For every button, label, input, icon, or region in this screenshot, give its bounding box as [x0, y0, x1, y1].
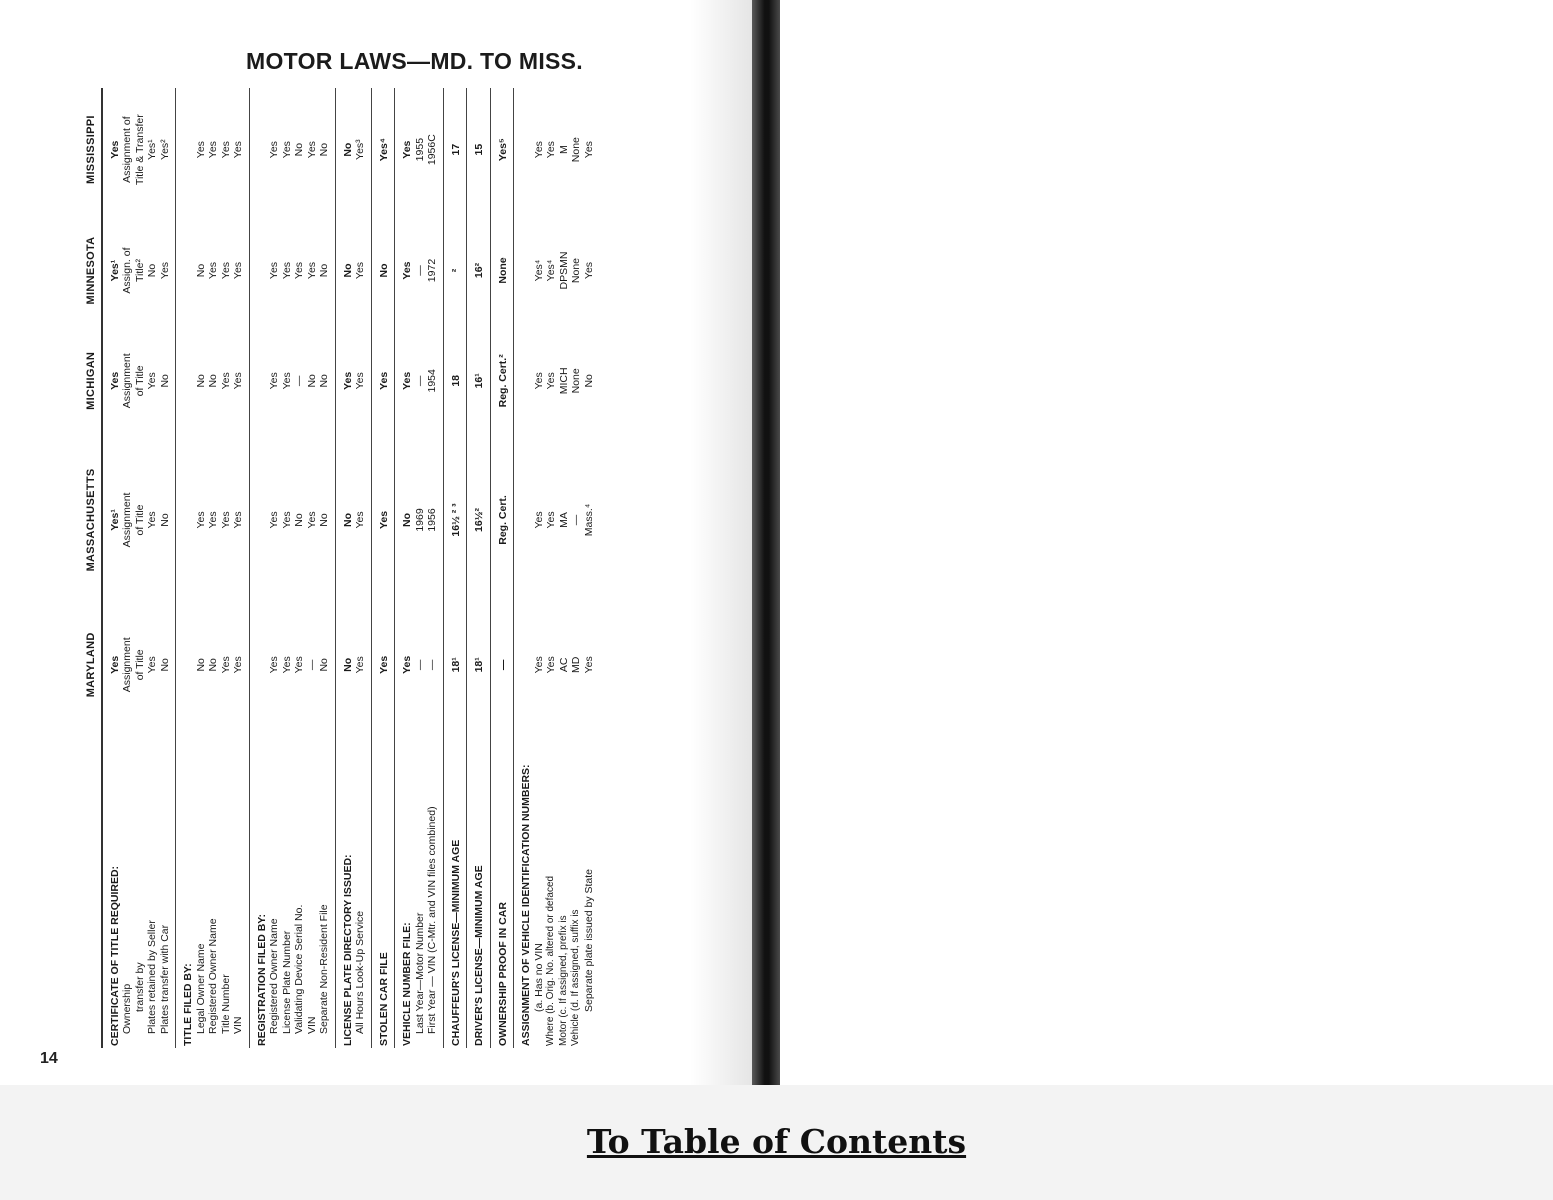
table-cell: No [159, 432, 176, 608]
column-header: MICHIGAN [82, 330, 102, 432]
table-cell: Yes [108, 140, 121, 159]
row-label: LICENSE PLATE DIRECTORY ISSUED: [341, 854, 354, 1046]
table-cell: Assignment of [121, 116, 133, 183]
table-row [176, 88, 195, 1048]
table-cell: No [582, 374, 595, 388]
table-row [371, 88, 395, 1048]
row-label: (a. Has no VIN [532, 943, 545, 1012]
table-cell: Yes [401, 261, 413, 280]
table-cell: None [490, 211, 514, 329]
table-cell: Yes [545, 511, 557, 529]
table-row [281, 88, 294, 1048]
table-cell: of Title [133, 649, 146, 681]
table-cell: Yes [401, 655, 413, 674]
table-cell: Assign. of [121, 247, 133, 294]
table-cell: Yes [280, 141, 293, 159]
table-cell: of Title [133, 504, 146, 536]
table-cell: Yes [371, 608, 395, 722]
table-cell: DPSMN [557, 251, 570, 290]
table-cell: Yes [545, 141, 557, 159]
row-label: ASSIGNMENT OF VEHICLE IDENTIFICATION NUMBERS: [520, 764, 532, 1046]
table-cell: Yes [219, 141, 232, 159]
row-label: TITLE FILED BY: [182, 963, 194, 1046]
table-cell: Yes [146, 372, 158, 390]
row-label: Separate Non-Resident File [318, 722, 335, 1048]
table-cell: Yes [401, 371, 413, 390]
table-cell: Yes [354, 608, 371, 722]
table-row [426, 88, 443, 1048]
table-row [354, 88, 371, 1048]
table-cell: — [293, 375, 305, 387]
table-cell: Yes [293, 656, 305, 674]
table-row [395, 88, 414, 1048]
table-cell [176, 88, 195, 211]
table-cell: AC [557, 657, 570, 673]
left-page [0, 0, 768, 1085]
table-cell: Reg. Cert. [490, 432, 514, 608]
table-cell: Yes [268, 141, 280, 159]
row-label: Registered Owner Name [207, 918, 219, 1034]
table-cell: Yes [194, 511, 207, 529]
table-row [220, 88, 233, 1048]
table-cell: Yes [159, 211, 176, 329]
table-cell: No [207, 374, 219, 388]
table-row [570, 88, 583, 1048]
left-page-number: 14 [40, 1050, 58, 1067]
table-row [102, 88, 122, 1048]
table-cell: Yes [354, 211, 371, 329]
table-cell: Title² [133, 259, 146, 282]
table-cell: Yes [582, 656, 595, 674]
table-cell [249, 330, 268, 432]
row-label: Plates retained by Seller [146, 920, 158, 1034]
table-cell: Yes [532, 656, 545, 674]
table-cell: Yes [371, 330, 395, 432]
table-cell: Assignment [121, 353, 133, 409]
table-cell [249, 88, 268, 211]
table-row [121, 88, 134, 1048]
table-cell: Yes [371, 432, 395, 608]
table-cell: 16¹ [467, 330, 491, 432]
table-cell: Yes⁴ [371, 88, 395, 211]
book-spine [752, 0, 780, 1085]
table-row [232, 88, 249, 1048]
table-cell: 1969 [413, 508, 426, 532]
left-page-header: MOTOR LAWS—MD. TO MISS. [246, 48, 583, 74]
table-cell: Yes [280, 656, 293, 674]
row-label: transfer by [133, 962, 146, 1012]
table-cell: 17 [443, 88, 467, 211]
table-cell: Yes¹ [108, 509, 121, 531]
row-label: VEHICLE NUMBER FILE: [401, 922, 413, 1046]
table-cell: Yes [305, 261, 318, 280]
table-cell: No [194, 658, 207, 672]
table-cell: 1955 [413, 137, 426, 162]
table-cell: Yes [219, 261, 232, 280]
table-cell: Yes [354, 330, 371, 432]
table-cell: No [207, 658, 219, 672]
row-label: Title Number [219, 974, 232, 1034]
table-cell: Yes [341, 371, 354, 390]
row-label: First Year — VIN (C-Mtr. and VIN files combined) [426, 722, 443, 1048]
row-label: VIN [232, 722, 249, 1048]
row-label: Motor (c. If assigned, prefix is [557, 915, 569, 1046]
table-cell: Yes [268, 261, 280, 280]
table-cell: Yes [280, 261, 293, 280]
table-row [545, 88, 558, 1048]
table-row [207, 88, 220, 1048]
column-header: MARYLAND [82, 608, 102, 722]
table-cell: Yes [532, 511, 545, 529]
table-row [249, 88, 268, 1048]
table-cell: Title & Transfer [133, 114, 146, 186]
table-cell [514, 608, 533, 722]
table-cell: — [426, 608, 443, 722]
row-label: Ownership [121, 983, 133, 1034]
column-header: MISSISSIPPI [82, 88, 102, 211]
table-row [335, 88, 354, 1048]
table-row [490, 88, 514, 1048]
table-cell: Yes¹ [146, 139, 158, 160]
table-cell: Reg. Cert.² [490, 330, 514, 432]
table-cell: Yes¹ [108, 259, 121, 282]
table-row [558, 88, 571, 1048]
table-cell: Yes [582, 261, 595, 280]
table-cell [249, 211, 268, 329]
table-row [514, 88, 533, 1048]
table-cell: Yes [108, 371, 121, 390]
table-row [306, 88, 319, 1048]
row-label: Separate plate issued by State [582, 868, 595, 1012]
table-cell: Yes [545, 372, 557, 390]
table-row [146, 88, 159, 1048]
table-cell: M [557, 145, 570, 155]
row-label: Last Year—Motor Number [413, 912, 426, 1034]
table-cell: No [318, 88, 335, 211]
table-row [443, 88, 467, 1048]
table-cell: Yes² [159, 88, 176, 211]
table-cell: Assignment [121, 492, 133, 548]
table-cell: No [341, 512, 354, 527]
table-cell: No [318, 211, 335, 329]
table-cell: 18¹ [467, 608, 491, 722]
column-header [82, 722, 102, 1048]
table-cell: MICH [557, 367, 570, 395]
table-cell: Yes [532, 141, 545, 159]
table-row [583, 88, 596, 1048]
table-row [533, 88, 546, 1048]
table-cell: No [159, 608, 176, 722]
table-cell: 1956C [426, 88, 443, 211]
table-cell: 1956 [426, 432, 443, 608]
table-cell: None [570, 257, 582, 284]
table-cell: No [371, 211, 395, 329]
table-cell: 16² [467, 211, 491, 329]
table-cell: No [159, 330, 176, 432]
table-row [195, 88, 208, 1048]
table-cell: — [413, 659, 426, 671]
table-cell: Yes [207, 261, 219, 280]
table-cell: Yes [268, 511, 280, 529]
table-cell: Yes [219, 656, 232, 674]
left-rotated-table [82, 88, 687, 1048]
table-cell: ² [443, 211, 467, 329]
page-shadow [690, 0, 752, 1085]
table-cell [176, 211, 195, 329]
table-cell: 15 [467, 88, 491, 211]
table-row [414, 88, 427, 1048]
table-cell: Yes [232, 432, 249, 608]
table-cell [176, 608, 195, 722]
table-cell [514, 330, 533, 432]
table-cell: 16½ ² ³ [443, 432, 467, 608]
table-cell: Yes [354, 432, 371, 608]
table-of-contents-link[interactable]: To Table of Contents [586, 1122, 967, 1161]
row-label: Plates transfer with Car [159, 722, 176, 1048]
table-cell: No [341, 263, 354, 278]
table-cell: Yes⁴ [532, 259, 545, 282]
table-cell: — [490, 608, 514, 722]
table-cell: 16½² [467, 432, 491, 608]
table-cell: Yes [305, 141, 318, 159]
table-cell: Yes [268, 372, 280, 390]
table-cell: 1954 [426, 330, 443, 432]
table-cell: Yes [532, 372, 545, 390]
motor-laws-table-left [82, 88, 595, 1048]
table-cell: 1972 [426, 211, 443, 329]
column-header: MINNESOTA [82, 211, 102, 329]
table-cell: No [194, 374, 207, 388]
table-cell: Assignment [121, 637, 133, 693]
table-cell: Yes [232, 211, 249, 329]
table-cell: Yes [232, 330, 249, 432]
row-label: Legal Owner Name [194, 943, 207, 1034]
row-label: License Plate Number [280, 930, 293, 1034]
right-page [776, 0, 1553, 1085]
table-cell: Yes⁴ [545, 259, 557, 282]
row-label: OWNERSHIP PROOF IN CAR [490, 722, 514, 1048]
table-row [159, 88, 176, 1048]
table-cell: MA [557, 512, 570, 528]
table-cell: None [570, 368, 582, 394]
table-cell: No [401, 512, 413, 527]
table-cell: Yes [582, 141, 595, 159]
table-cell: Yes [207, 511, 219, 529]
row-label: CERTIFICATE OF TITLE REQUIRED: [108, 865, 121, 1046]
table-cell [176, 432, 195, 608]
table-cell: Yes [268, 656, 280, 674]
table-cell: Yes [207, 141, 219, 159]
table-cell: Yes [401, 140, 413, 159]
table-row [134, 88, 147, 1048]
table-cell: Yes [146, 511, 158, 529]
table-cell: Yes [280, 372, 293, 390]
table-cell: Yes [108, 655, 121, 674]
table-row [293, 88, 306, 1048]
table-cell: Yes [545, 656, 557, 674]
row-label: Validating Device Serial No. [293, 904, 305, 1034]
table-cell: Yes⁵ [490, 88, 514, 211]
table-cell: No [318, 432, 335, 608]
table-cell: Yes [219, 372, 232, 390]
table-cell [176, 330, 195, 432]
table-cell [514, 88, 533, 211]
table-cell: 18¹ [443, 608, 467, 722]
table-cell: No [318, 608, 335, 722]
table-row [268, 88, 281, 1048]
table-cell: No [341, 657, 354, 672]
row-label: Registered Owner Name [268, 918, 280, 1034]
table-cell: Yes [219, 511, 232, 529]
table-cell: No [146, 263, 158, 278]
table-cell [514, 432, 533, 608]
table-cell: No [341, 142, 354, 157]
table-cell: MD [570, 656, 582, 673]
row-label: DRIVER'S LICENSE—MINIMUM AGE [467, 722, 491, 1048]
table-cell: No [293, 142, 305, 157]
table-cell: None [570, 137, 582, 163]
row-label: Vehicle (d. If assigned, suffix is [570, 909, 581, 1046]
table-row [467, 88, 491, 1048]
table-cell: Yes [194, 141, 207, 159]
row-label: All Hours Look-Up Service [354, 722, 371, 1048]
table-cell: — [570, 514, 582, 526]
table-cell: Yes³ [354, 88, 371, 211]
row-label: Where (b. Orig. No. altered or defaced [545, 875, 556, 1046]
row-label: REGISTRATION FILED BY: [255, 913, 268, 1046]
table-cell: of Title [133, 365, 146, 397]
table-cell [514, 211, 533, 329]
table-cell: No [293, 513, 305, 527]
table-cell: Yes [305, 511, 318, 529]
table-cell: 18 [443, 330, 467, 432]
table-cell: No [305, 374, 318, 388]
table-cell: Yes [232, 88, 249, 211]
table-cell [249, 432, 268, 608]
column-header: MASSACHUSETTS [82, 432, 102, 608]
table-cell: No [194, 263, 207, 278]
table-cell: Yes [280, 511, 293, 529]
table-cell: Yes [232, 608, 249, 722]
table-cell: — [413, 375, 426, 387]
row-label: CHAUFFEUR'S LICENSE—MINIMUM AGE [443, 722, 467, 1048]
table-cell: — [305, 659, 318, 671]
row-label: STOLEN CAR FILE [371, 722, 395, 1048]
table-row [318, 88, 335, 1048]
table-cell: Yes [293, 261, 305, 280]
table-cell [249, 608, 268, 722]
table-cell: — [413, 265, 426, 276]
table-cell: Yes [146, 656, 158, 674]
table-cell: No [318, 330, 335, 432]
table-cell: Mass.⁴ [582, 503, 595, 537]
row-label: VIN [305, 1016, 318, 1034]
